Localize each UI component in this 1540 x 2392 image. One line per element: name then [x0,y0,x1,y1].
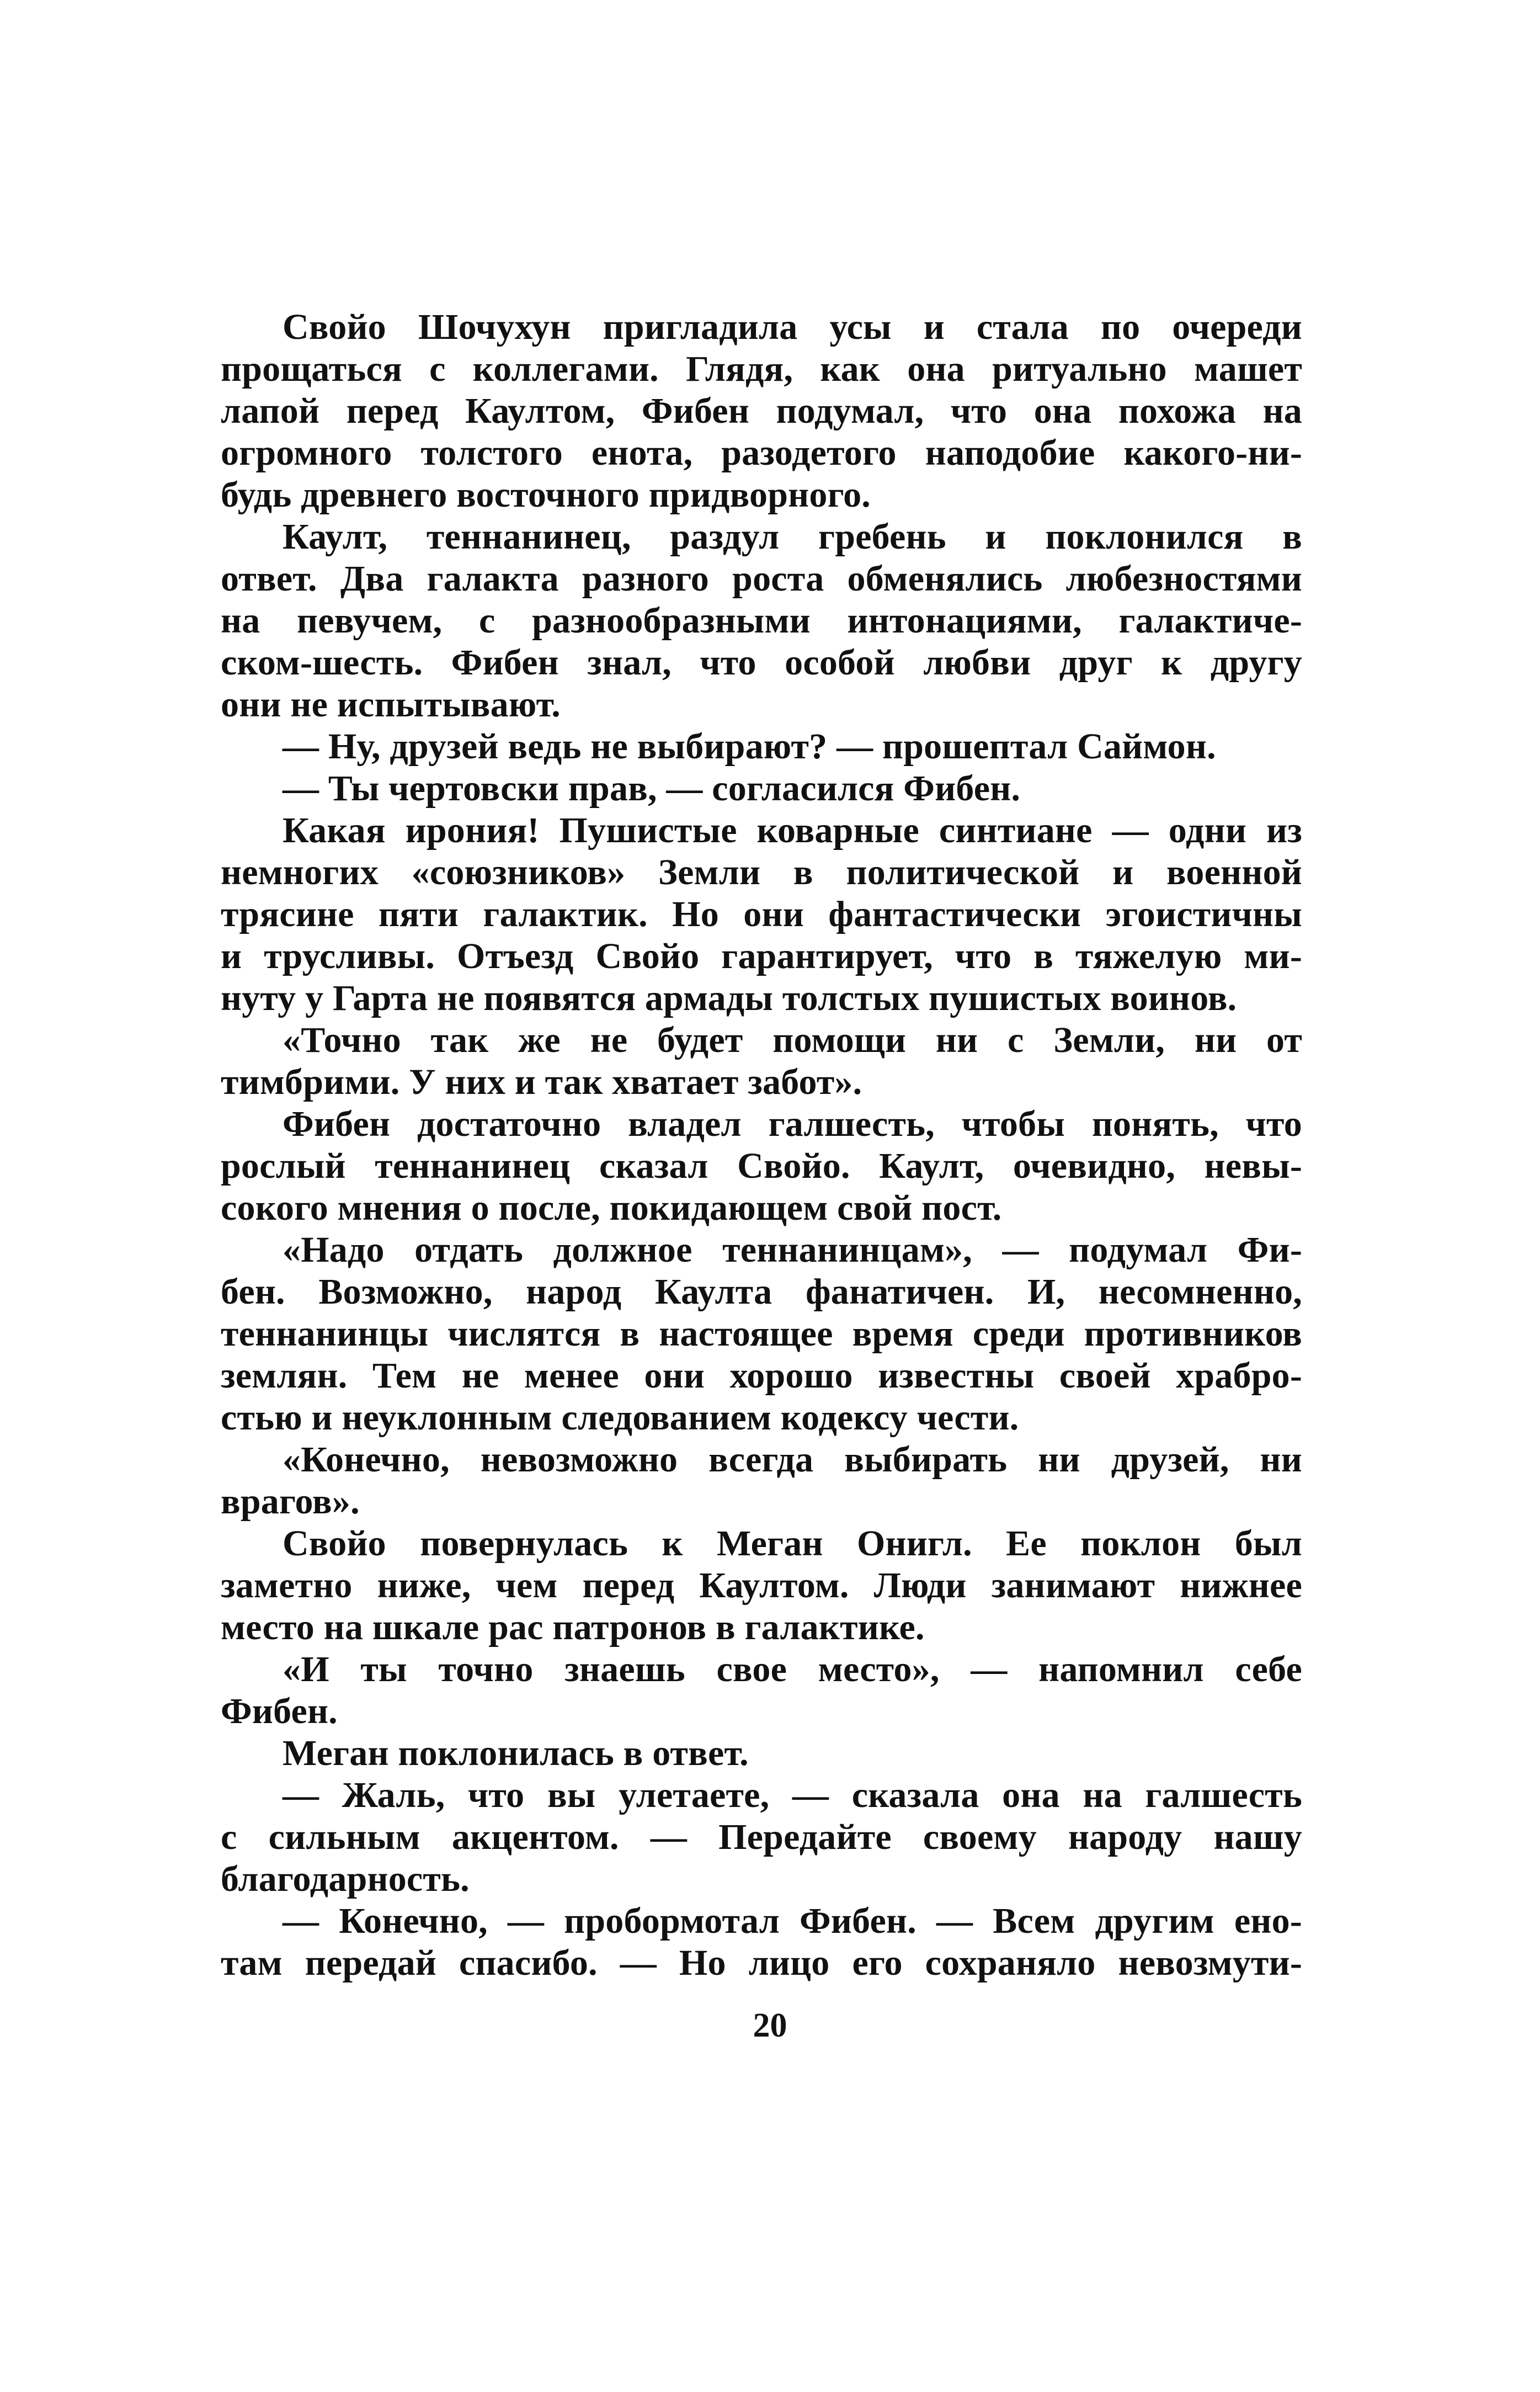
text-line: будь древнего восточного придворного. [221,475,871,515]
text-line: тимбрими. У них и так хватает забот». [221,1062,862,1102]
text-line: «Надо отдать должное теннанинцам», — подумал Фи- [283,1230,1302,1270]
text-line: теннанинцы числятся в настоящее время среди противников [221,1314,1302,1354]
text-line: «Точно так же не будет помощи ни с Земли, ни от [283,1020,1302,1060]
text-line: бен. Возможно, народ Каулта фанатичен. И, несомненно, [221,1272,1302,1312]
text-line: трясине пяти галактик. Но они фантастически эгоистичны [221,894,1302,934]
text-line: «И ты точно знаешь свое место», — напомнил себе [283,1649,1302,1689]
text-line: ответ. Два галакта разного роста обменялись любезностями [221,559,1302,599]
text-line: они не испытывают. [221,684,561,725]
text-line: врагов». [221,1481,360,1522]
text-line: стью и неуклонным следованием кодексу чести. [221,1397,1019,1438]
text-line: землян. Тем не менее они хорошо известны своей храбро- [221,1356,1302,1396]
text-line: и трусливы. Отъезд Свойо гарантирует, что в тяжелую ми- [221,936,1302,976]
text-line: — Конечно, — пробормотал Фибен. — Всем другим ено- [283,1901,1302,1941]
text-line: ском-шесть. Фибен знал, что особой любви друг к другу [221,642,1302,683]
text-line: сокого мнения о после, покидающем свой пост. [221,1188,1002,1228]
text-line: — Ну, друзей ведь не выбирают? — прошептал Саймон. [283,726,1216,767]
text-line: на певучем, с разнообразными интонациями, галактиче- [221,600,1302,641]
text-line: прощаться с коллегами. Глядя, как она ритуально машет [221,349,1302,389]
text-line: «Конечно, невозможно всегда выбирать ни друзей, ни [283,1439,1302,1480]
text-line: лапой перед Каултом, Фибен подумал, что она похожа на [221,391,1302,431]
text-line: рослый теннанинец сказал Свойо. Каулт, очевидно, невы- [221,1146,1302,1186]
text-line: Меган поклонилась в ответ. [283,1733,749,1773]
text-line: Свойо повернулась к Меган Онигл. Ее поклон был [283,1523,1302,1564]
page-number: 20 [753,2007,787,2044]
text-line: Фибен достаточно владел галшесть, чтобы понять, что [283,1104,1302,1144]
text-line: немногих «союзников» Земли в политической и военной [221,852,1302,892]
text-line: Каулт, теннанинец, раздул гребень и поклонился в [283,517,1302,557]
text-line: там передай спасибо. — Но лицо его сохраняло невозмути- [221,1943,1302,1983]
text-line: — Ты чертовски прав, — согласился Фибен. [283,768,1021,809]
text-line: заметно ниже, чем перед Каултом. Люди занимают нижнее [221,1565,1302,1606]
text-line: благодарность. [221,1859,470,1899]
text-line: с сильным акцентом. — Передайте своему народу нашу [221,1817,1302,1857]
text-line: Фибен. [221,1691,338,1731]
text-line: — Жаль, что вы улетаете, — сказала она на галшесть [283,1775,1302,1815]
text-line: место на шкале рас патронов в галактике. [221,1607,925,1647]
body-text [221,306,1302,1984]
text-line: Какая ирония! Пушистые коварные синтиане — одни из [283,810,1302,851]
text-line: огромного толстого енота, разодетого наподобие какого-ни- [221,433,1302,473]
text-line: нуту у Гарта не появятся армады толстых пушистых воинов. [221,978,1237,1018]
text-line: Свойо Шочухун пригладила усы и стала по очереди [283,307,1302,347]
